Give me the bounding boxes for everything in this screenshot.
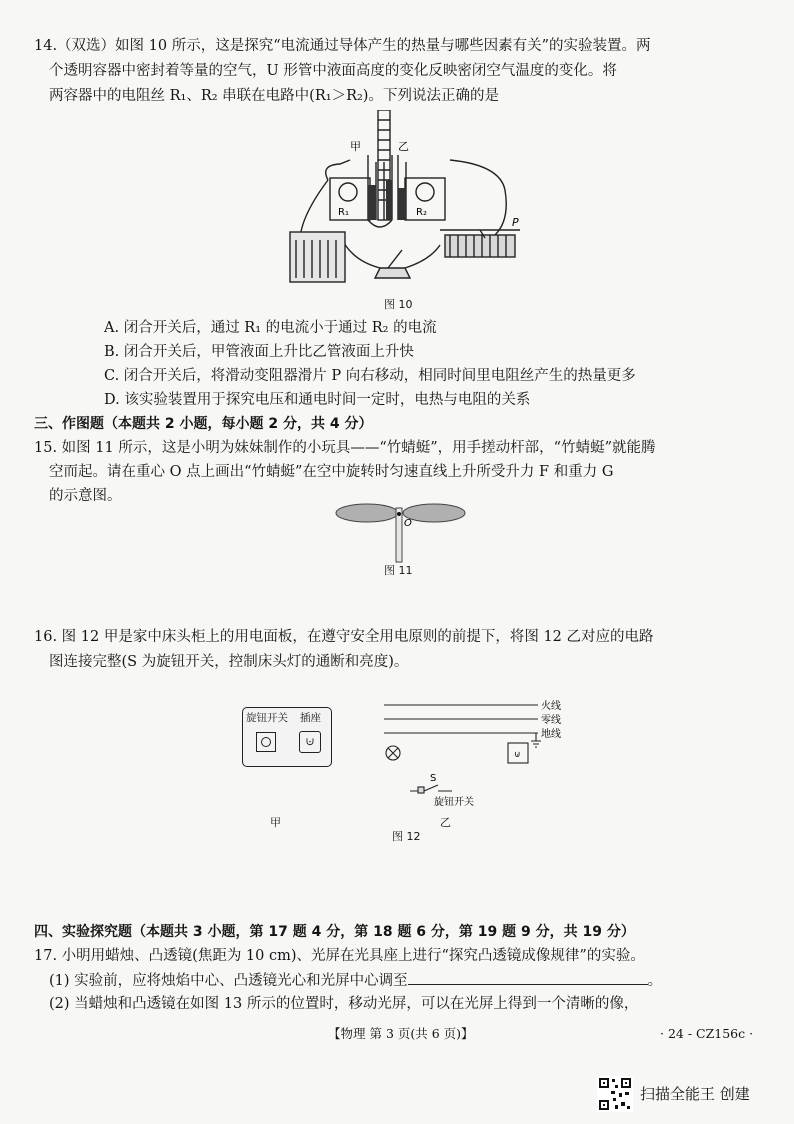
figure-12b-sub-caption: 乙: [440, 816, 451, 829]
q15-stem-line3: 的示意图。: [49, 488, 122, 504]
q14-stem-line2: 个透明容器中密封着等量的空气，U 形管中液面高度的变化反映密闭空气温度的变化。将: [49, 63, 617, 79]
figure-12b-circuit: [376, 693, 576, 813]
fig10-label-yi: 乙: [398, 140, 409, 153]
qr-code-icon: [597, 1076, 633, 1112]
fig11-label-o: O: [404, 518, 412, 529]
figure-12a-sub-caption: 甲: [270, 816, 281, 829]
wire-live-label: 火线: [541, 701, 561, 712]
q14-option-b: B. 闭合开关后，甲管液面上升比乙管液面上升快: [104, 344, 414, 360]
scanner-watermark: 扫描全能王 创建: [640, 1085, 750, 1103]
q17-part2: (2) 当蜡烛和凸透镜在如图 13 所示的位置时，移动光屏，可以在光屏上得到一个清晰的像，: [49, 996, 639, 1012]
figure-12a-panel: [242, 707, 332, 767]
fig10-label-jia: 甲: [350, 140, 361, 153]
q17-stem-line1: 17. 小明用蜡烛、凸透镜(焦距为 10 cm)、光屏在光具座上进行“探究凸透镜成像规律”的实验。: [34, 948, 645, 964]
wire-ground-label: 地线: [541, 729, 561, 740]
q15-stem-line1: 15. 如图 11 所示，这是小明为妹妹制作的小玩具——“竹蜻蜓”，用手搓动杆部，“竹蜻蜓”就能腾: [34, 440, 656, 456]
switch-knob-label: 旋钮开关: [434, 797, 474, 808]
page-code: · 24 - CZ156c ·: [660, 1026, 754, 1041]
figure-11-bamboo-dragonfly: [330, 498, 470, 564]
q17-part1-suffix: 。: [647, 973, 663, 989]
figure-10-caption: 图 10: [384, 298, 413, 311]
q17-part1-answer-blank[interactable]: [408, 970, 648, 985]
wire-neutral-label: 零线: [541, 715, 561, 726]
fig10-label-r2: R₂: [416, 207, 427, 218]
section-3-heading: 三、作图题（本题共 2 小题，每小题 2 分，共 4 分）: [34, 416, 373, 432]
svg-text:⊍: ⊍: [514, 750, 521, 760]
section-4-heading: 四、实验探究题（本题共 3 小题，第 17 题 4 分，第 18 题 6 分，第 19 题 9 分，共 19 分）: [34, 924, 635, 940]
q15-stem-line2: 空而起。请在重心 O 点上画出“竹蜻蜓”在空中旋转时匀速直线上升所受升力 F 和重力 G: [49, 464, 614, 480]
q14-stem-line3: 两容器中的电阻丝 R₁、R₂ 串联在电路中(R₁＞R₂)。下列说法正确的是: [49, 88, 499, 104]
fig10-label-r1: R₁: [338, 207, 349, 218]
q14-option-d: D. 该实验装置用于探究电压和通电时间一定时，电热与电阻的关系: [104, 392, 531, 408]
q16-stem-line1: 16. 图 12 甲是家中床头柜上的用电面板，在遵守安全用电原则的前提下，将图 12 乙对应的电路: [34, 629, 654, 645]
q17-part1: [49, 970, 662, 991]
page-footer: 【物理 第 3 页(共 6 页)】: [328, 1026, 474, 1041]
panel-label-socket: 插座: [300, 712, 321, 724]
socket-icon: ⊍: [299, 731, 321, 753]
figure-12-caption: 图 12: [392, 830, 421, 843]
q14-option-c: C. 闭合开关后，将滑动变阻器滑片 P 向右移动，相同时间里电阻丝产生的热量更多: [104, 368, 636, 384]
figure-11-caption: 图 11: [384, 564, 413, 577]
knob-switch-icon: [256, 732, 276, 752]
fig10-label-p: P: [512, 216, 519, 229]
q16-stem-line2: 图连接完整(S 为旋钮开关，控制床头灯的通断和亮度)。: [49, 654, 409, 670]
panel-label-knob-switch: 旋钮开关: [246, 712, 288, 724]
figure-10-joule-heating-apparatus: [280, 110, 540, 310]
q14-stem-line1: 14.（双选）如图 10 所示，这是探究“电流通过导体产生的热量与哪些因素有关”的实验装置。两: [34, 38, 651, 54]
switch-s-label: S: [430, 773, 437, 784]
q17-part1-prefix: (1) 实验前，应将烛焰中心、凸透镜光心和光屏中心调至: [49, 973, 408, 989]
q14-option-a: A. 闭合开关后，通过 R₁ 的电流小于通过 R₂ 的电流: [104, 320, 437, 336]
